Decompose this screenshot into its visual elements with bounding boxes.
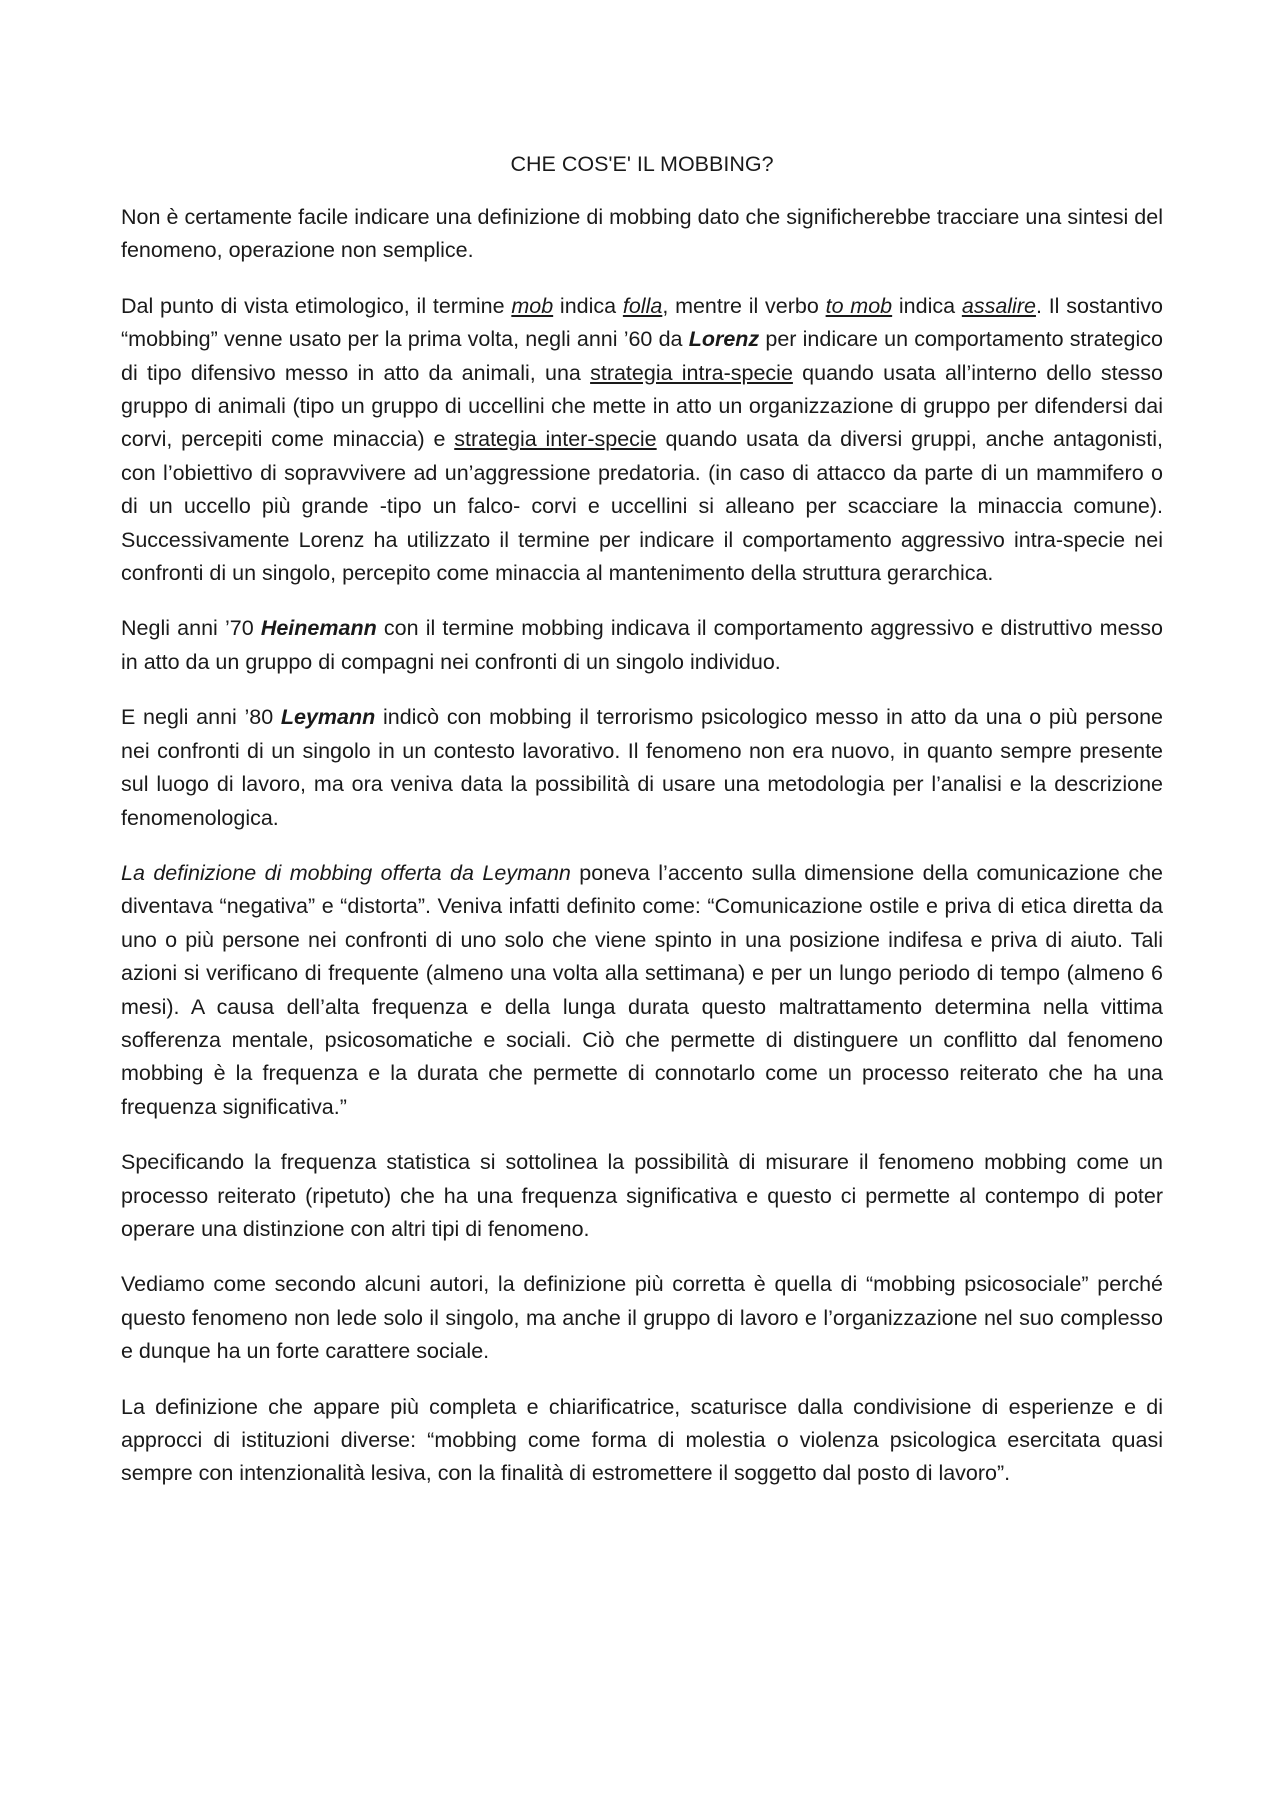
text-segment: con il termine mobbing indicava il comportamento aggressivo e distruttivo messo in atto da un gruppo di compagni nei confronti di un singolo individuo. [121, 616, 1163, 674]
paragraph-complete-definition [121, 1391, 1163, 1491]
term-folla: folla [622, 293, 663, 318]
paragraph-etymology [121, 290, 1163, 591]
document-body [121, 148, 1163, 1513]
term-strategia-inter-specie: strategia inter-specie [454, 427, 657, 452]
page-title: CHE COS'E' IL MOBBING? [510, 152, 774, 176]
paragraph-heinemann [121, 612, 1163, 679]
text-segment: poneva l’accento sulla dimensione della comunicazione che diventava “negativa” e “distorta”. Veniva infatti definito come: “Comunicazione ostile e priva di etica diretta da uno o più persone nei confronti di uno solo che viene spinto in una posizione indifesa e priva di aiuto. Tali azioni si verificano di frequente (almeno una volta alla settimana) e per un lungo periodo di tempo (almeno 6 mesi). A causa dell’alta frequenza e della lunga durata questo maltrattamento determina nella vittima sofferenza mentale, psicosomatiche e sociali. Ciò che permette di distinguere un conflitto dal fenomeno mobbing è la frequenza e la durata che permette di connotarlo come un processo reiterato che ha una frequenza significativa.” [121, 860, 1163, 1119]
text-segment: Negli anni ’70 [121, 616, 261, 641]
paragraph-intro-text: Non è certamente facile indicare una definizione di mobbing dato che significherebbe tracciare una sintesi del fenomeno, operazione non semplice. [121, 205, 1163, 263]
paragraph-psychosocial-text: Vediamo come secondo alcuni autori, la definizione più corretta è quella di “mobbing psicosociale” perché questo fenomeno non lede solo il singolo, ma anche il gruppo di lavoro e l’organizzazione nel suo complesso e dunque ha un forte carattere sociale. [121, 1272, 1163, 1364]
author-lorenz: Lorenz [688, 327, 760, 352]
italic-definition-heading: La definizione di mobbing offerta da Leymann [121, 860, 571, 885]
paragraph-frequency [121, 1146, 1163, 1246]
term-to-mob: to mob [825, 293, 893, 318]
paragraph-complete-definition-text: La definizione che appare più completa e chiarificatrice, scaturisce dalla condivisione di esperienze e di approcci di istituzioni diverse: “mobbing come forma di molestia o violenza psicologica esercitata quasi sempre con intenzionalità lesiva, con la finalità di estromettere il soggetto dal posto di lavoro”. [121, 1394, 1163, 1486]
paragraph-frequency-text: Specificando la frequenza statistica si sottolinea la possibilità di misurare il fenomeno mobbing come un processo reiterato (ripetuto) che ha una frequenza significativa e questo ci permette al contempo di poter operare una distinzione con altri tipi di fenomeno. [121, 1150, 1163, 1241]
term-strategia-intra-specie: strategia intra-specie [590, 360, 793, 385]
paragraph-intro [121, 201, 1163, 268]
author-leymann: Leymann [280, 705, 376, 730]
text-segment: Dal punto di vista etimologico, il termine [121, 293, 512, 318]
author-heinemann: Heinemann [260, 616, 377, 641]
paragraph-psychosocial [121, 1268, 1163, 1368]
paragraph-definition-leymann [121, 857, 1163, 1124]
text-segment: per indicare un comportamento strategico di tipo difensivo messo in atto da animali, una [121, 327, 1163, 385]
term-assalire: assalire [961, 293, 1036, 318]
text-segment: E negli anni ’80 [121, 705, 281, 730]
text-segment: quando usata da diversi gruppi, anche antagonisti, con l’obiettivo di sopravvivere ad un’aggressione predatoria. (in caso di attacco da parte di un mammifero o di un uccello più grande -tipo un falco- corvi e uccellini si alleano per scacciare la minaccia comune). Successivamente Lorenz ha utilizzato il termine per indicare il comportamento aggressivo intra-specie nei confronti di un singolo, percepito come minaccia al mantenimento della struttura gerarchica. [121, 427, 1164, 586]
paragraph-leymann [121, 701, 1163, 835]
text-segment: quando usata all’interno dello stesso gruppo di animali (tipo un gruppo di uccellini che mette in atto un organizzazione di gruppo per difendersi dai corvi, percepiti come minaccia) e [121, 360, 1163, 452]
text-segment: indicò con mobbing il terrorismo psicologico messo in atto da una o più persone nei confronti di un singolo in un contesto lavorativo. Il fenomeno non era nuovo, in quanto sempre presente sul luogo di lavoro, ma ora veniva data la possibilità di usare una metodologia per l’analisi e la descrizione fenomenologica. [121, 705, 1163, 830]
text-segment: indica [892, 293, 962, 318]
text-segment: indica [553, 293, 623, 318]
term-mob: mob [511, 293, 554, 318]
text-segment: . Il sostantivo “mobbing” venne usato per la prima volta, negli anni ’60 da [121, 293, 1164, 352]
text-segment: , mentre il verbo [662, 293, 826, 318]
